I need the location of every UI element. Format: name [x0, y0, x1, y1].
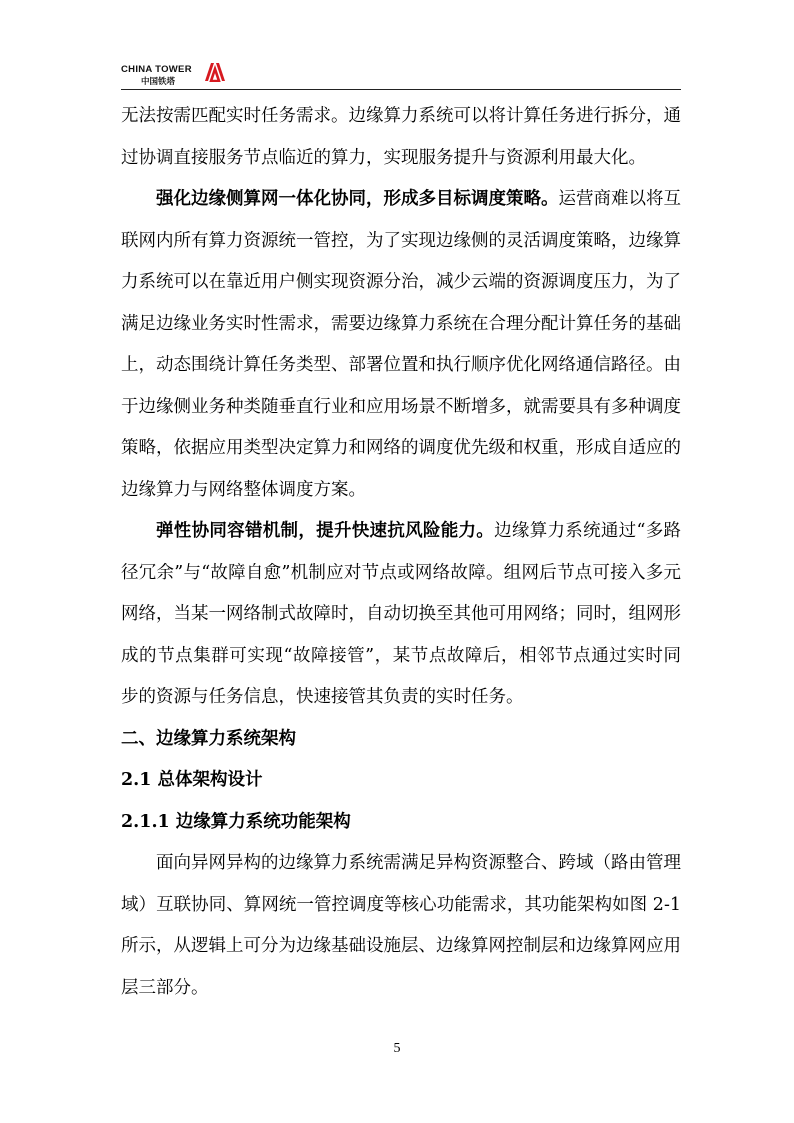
subsection-heading-2-1: 2.1 总体架构设计: [121, 770, 263, 790]
paragraph-1: 无法按需匹配实时任务需求。边缘算力系统可以将计算任务进行拆分，通过协调直接服务节点临近的算力，实现服务提升与资源利用最大化。: [121, 106, 681, 168]
document-body: [121, 96, 681, 1009]
paragraph-2: [121, 179, 681, 511]
logo-text-cn: 中国铁塔: [141, 77, 176, 87]
logo-text-en: CHINA TOWER: [121, 64, 192, 75]
page-header: [121, 56, 681, 90]
paragraph-4: 面向异网异构的边缘算力系统需满足异构资源整合、跨域（路由管理域）互联协同、算网统一管控调度等核心功能需求，其功能架构如图 2-1 所示，从逻辑上可分为边缘基础设施层、边缘算网控制层和边缘算网应用层三部分。: [121, 853, 681, 998]
paragraph-2-text: 运营商难以将互联网内所有算力资源统一管控，为了实现边缘侧的灵活调度策略，边缘算力系统可以在靠近用户侧实现资源分治，减少云端的资源调度压力，为了满足边缘业务实时性需求，需要边缘算力系统在合理分配计算任务的基础上，动态围绕计算任务类型、部署位置和执行顺序优化网络通信路径。由于边缘侧业务种类随垂直行业和应用场景不断增多，就需要具有多种调度策略，依据应用类型决定算力和网络的调度优先级和权重，形成自适应的边缘算力与网络整体调度方案。: [121, 189, 681, 500]
paragraph-3-lead: 弹性协同容错机制，提升快速抗风险能力。: [156, 521, 495, 541]
page-number: 5: [393, 1041, 401, 1056]
paragraph-3: [121, 511, 681, 719]
section-heading-2: 二、边缘算力系统架构: [121, 728, 296, 749]
paragraph-3-text: 边缘算力系统通过“多路径冗余”与“故障自愈”机制应对节点或网络故障。组网后节点可接入多元网络，当某一网络制式故障时，自动切换至其他可用网络；同时，组网形成的节点集群可实现“故障接管”，某节点故障后，相邻节点通过实时同步的资源与任务信息，快速接管其负责的实时任务。: [121, 521, 682, 707]
header-rule: [121, 89, 681, 90]
subsection-heading-2-1-1: 2.1.1 边缘算力系统功能架构: [121, 811, 351, 832]
china-tower-logo-icon: [203, 60, 227, 82]
paragraph-2-lead: 强化边缘侧算网一体化协同，形成多目标调度策略。: [156, 189, 559, 209]
